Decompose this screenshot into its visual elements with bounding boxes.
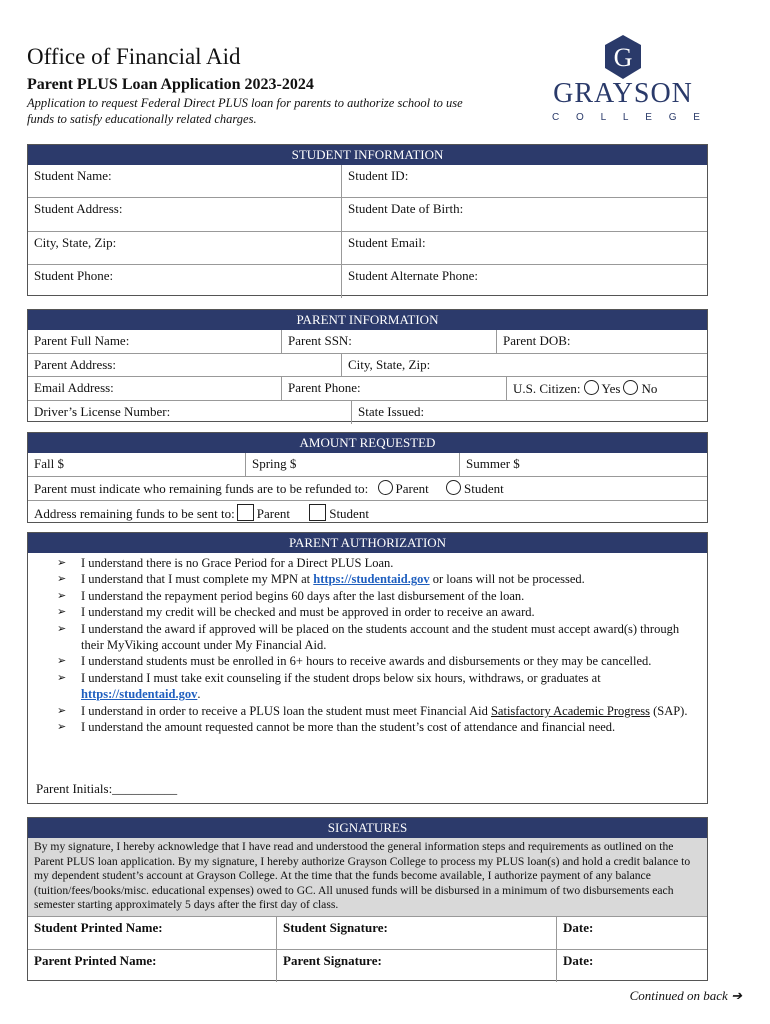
student-date-field[interactable]: Date:: [556, 917, 707, 949]
student-alt-phone-field[interactable]: Student Alternate Phone:: [341, 265, 707, 298]
address-student-label: Student: [329, 506, 369, 521]
student-email-field[interactable]: Student Email:: [341, 232, 707, 264]
section-heading: PARENT INFORMATION: [28, 310, 707, 330]
refund-student-label: Student: [464, 481, 504, 496]
summer-amount-field[interactable]: Summer $: [459, 453, 707, 476]
amount-requested-section: [27, 432, 708, 523]
authorization-item: ➢ I understand students must be enrolled in 6+ hours to receive awards and disbursements or they may be cancelled.: [57, 654, 652, 669]
logo-letter: C: [552, 112, 560, 123]
authorization-item: ➢ I understand the award if approved will be placed on the students account and the student must accept award(s) through their MyViking account under My Financial Aid.: [57, 621, 680, 653]
arrow-bullet-icon: ➢: [57, 671, 67, 684]
studentaid-link[interactable]: https://studentaid.gov: [313, 572, 430, 587]
signatures-section: [27, 817, 708, 981]
logo-college-text: [552, 112, 700, 123]
parent-city-state-zip-field[interactable]: City, State, Zip:: [341, 354, 707, 376]
fall-amount-field[interactable]: Fall $: [34, 456, 64, 471]
signature-acknowledgement: By my signature, I hereby acknowledge that I have read and understood the general information steps and requirements as outlined on the Parent PLUS loan application. By my signature, I hereby authorize Grayson College to process my PLUS loan(s) and hold a credit balance to my dependent student’s account at Grayson College. At the time that the funds become available, I authorize payment of any balance (tuition/fees/books/misc. educational expenses) owed to GC. All unused funds will be disbursed in a minimum of two disbursements each semester starting approximately 5 days after the first day of class.: [28, 838, 707, 916]
arrow-bullet-icon: ➢: [57, 573, 67, 586]
logo-letter: E: [693, 112, 700, 123]
authorization-list: [28, 553, 707, 735]
parent-phone-field[interactable]: Parent Phone:: [281, 377, 506, 400]
logo-letter: E: [645, 112, 652, 123]
address-funds-group: [28, 501, 707, 524]
section-heading: SIGNATURES: [28, 818, 707, 838]
grayson-college-logo: [548, 34, 698, 126]
parent-initials-field[interactable]: Parent Initials:__________: [36, 781, 178, 796]
student-printed-name-field[interactable]: Student Printed Name:: [34, 920, 163, 935]
arrow-bullet-icon: ➢: [57, 721, 67, 734]
address-parent-label: Parent: [256, 506, 290, 521]
parent-authorization-section: [27, 532, 708, 804]
student-phone-field[interactable]: Student Phone:: [34, 268, 114, 283]
student-address-field[interactable]: Student Address:: [34, 201, 123, 216]
address-parent-checkbox[interactable]: [237, 504, 254, 521]
address-prompt: Address remaining funds to be sent to:: [34, 506, 235, 521]
studentaid-link[interactable]: https://studentaid.gov: [81, 687, 198, 702]
parent-printed-name-field[interactable]: Parent Printed Name:: [34, 953, 157, 968]
refund-student-radio[interactable]: [446, 480, 461, 495]
refund-parent-label: Parent: [395, 481, 429, 496]
section-heading: AMOUNT REQUESTED: [28, 433, 707, 453]
continued-text: Continued on back: [629, 988, 728, 1003]
parent-ssn-field[interactable]: Parent SSN:: [281, 330, 496, 353]
student-city-state-zip-field[interactable]: City, State, Zip:: [34, 235, 117, 250]
logo-letter: L: [600, 112, 607, 123]
authorization-item: ➢ I understand that I must complete my MPN at https://studentaid.gov or loans will not be processed.: [57, 572, 585, 587]
authorization-item: ➢ I understand the amount requested cannot be more than the student’s cost of attendance and financial need.: [57, 720, 616, 735]
state-issued-field[interactable]: State Issued:: [351, 401, 707, 424]
authorization-item: ➢ I understand there is no Grace Period for a Direct PLUS Loan.: [57, 556, 394, 570]
logo-initial: G: [613, 43, 633, 72]
sap-term: Satisfactory Academic Progress: [490, 703, 650, 718]
authorization-item: ➢ I understand in order to receive a PLUS loan the student must meet Financial Aid Satisfactory Academic Progress (SAP).: [57, 703, 688, 718]
form-subtitle: Parent PLUS Loan Application 2023-2024: [27, 76, 314, 93]
drivers-license-field[interactable]: Driver’s License Number:: [34, 404, 171, 419]
parent-information-section: [27, 309, 708, 422]
student-dob-field[interactable]: Student Date of Birth:: [341, 198, 707, 231]
parent-address-field[interactable]: Parent Address:: [34, 357, 116, 372]
form-description: Application to request Federal Direct PLUS loan for parents to authorize school to use funds to satisfy educationally related charges.: [27, 96, 463, 126]
arrow-bullet-icon: ➢: [57, 655, 67, 668]
section-heading: STUDENT INFORMATION: [28, 145, 707, 165]
logo-letter: G: [668, 112, 677, 123]
authorization-item: ➢ I understand I must take exit counseling if the student drops below six hours, withdraws, or graduates at https://studentaid.gov.: [57, 670, 601, 702]
citizen-no-radio[interactable]: [623, 380, 638, 395]
refund-parent-radio[interactable]: [378, 480, 393, 495]
arrow-bullet-icon: ➢: [57, 622, 67, 635]
authorization-item: ➢ I understand the repayment period begins 60 days after the last disbursement of the loan.: [57, 588, 525, 603]
arrow-bullet-icon: ➢: [57, 589, 67, 602]
address-student-checkbox[interactable]: [309, 504, 326, 521]
student-signature-field[interactable]: Student Signature:: [276, 917, 556, 949]
spring-amount-field[interactable]: Spring $: [245, 453, 459, 476]
parent-dob-field[interactable]: Parent DOB:: [496, 330, 707, 353]
logo-wordmark: GRAYSON: [553, 78, 693, 109]
citizen-yes-radio[interactable]: [584, 380, 599, 395]
parent-date-field[interactable]: Date:: [556, 950, 707, 982]
student-name-field[interactable]: Student Name:: [34, 168, 112, 183]
arrow-right-icon: ➔: [731, 988, 742, 1003]
us-citizen-group: [506, 377, 707, 400]
student-id-field[interactable]: Student ID:: [341, 165, 707, 197]
continued-on-back: [630, 988, 742, 1004]
logo-shield-icon: [548, 34, 698, 80]
section-heading: PARENT AUTHORIZATION: [28, 533, 707, 553]
refund-to-group: [28, 477, 707, 500]
citizen-no-label: No: [641, 381, 658, 396]
refund-prompt: Parent must indicate who remaining funds are to be refunded to:: [34, 481, 369, 496]
parent-email-field[interactable]: Email Address:: [34, 380, 114, 395]
us-citizen-label: U.S. Citizen:: [513, 381, 581, 396]
arrow-bullet-icon: ➢: [57, 557, 67, 569]
logo-letter: L: [622, 112, 629, 123]
authorization-item: ➢ I understand my credit will be checked and must be approved in order to receive an award.: [57, 605, 535, 620]
citizen-yes-label: Yes: [601, 381, 621, 396]
arrow-bullet-icon: ➢: [57, 704, 67, 717]
page-title: Office of Financial Aid: [27, 44, 241, 69]
logo-letter: O: [576, 112, 584, 123]
arrow-bullet-icon: ➢: [57, 606, 67, 619]
student-information-section: [27, 144, 708, 296]
parent-signature-field[interactable]: Parent Signature:: [276, 950, 556, 982]
parent-full-name-field[interactable]: Parent Full Name:: [34, 333, 130, 348]
